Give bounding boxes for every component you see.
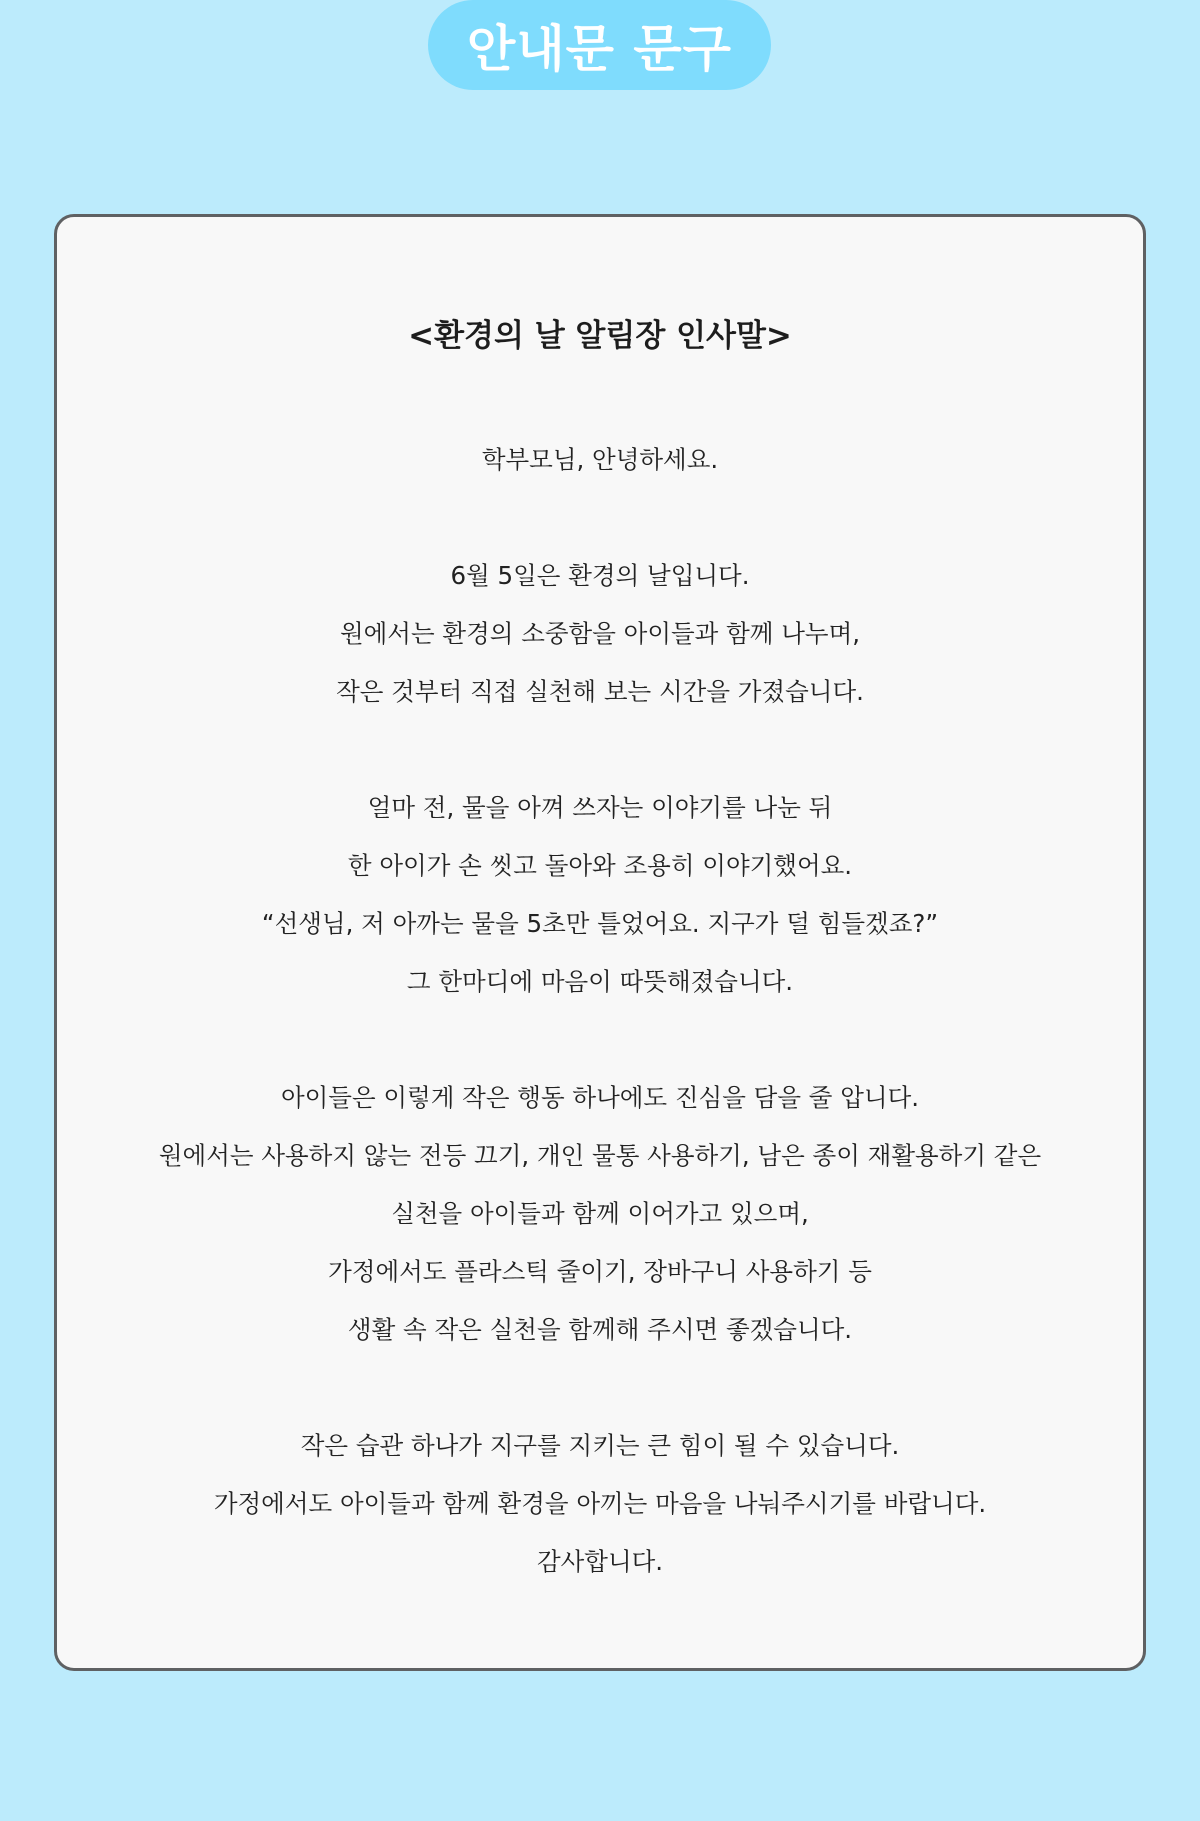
notice-title: <환경의 날 알림장 인사말> — [408, 318, 792, 354]
notice-line: 생활 속 작은 실천을 함께해 주시면 좋겠습니다. — [347, 1315, 853, 1344]
notice-paragraph-intro — [77, 547, 1123, 721]
notice-line: 작은 습관 하나가 지구를 지키는 큰 힘이 될 수 있습니다. — [300, 1431, 900, 1460]
notice-paragraph-practice — [77, 1069, 1123, 1359]
notice-card — [54, 214, 1146, 1671]
notice-line: 감사합니다. — [536, 1547, 664, 1576]
notice-line: “선생님, 저 아까는 물을 5초만 틀었어요. 지구가 덜 힘들겠죠?” — [261, 909, 939, 938]
notice-line: 원에서는 사용하지 않는 전등 끄기, 개인 물통 사용하기, 남은 종이 재활용하기 같은 — [158, 1141, 1042, 1170]
notice-line: 원에서는 환경의 소중함을 아이들과 함께 나누며, — [339, 619, 861, 648]
notice-line: 학부모님, 안녕하세요. — [481, 445, 719, 474]
notice-line: 얼마 전, 물을 아껴 쓰자는 이야기를 나눈 뒤 — [367, 793, 833, 822]
notice-line: 작은 것부터 직접 실천해 보는 시간을 가졌습니다. — [336, 677, 864, 706]
notice-line: 가정에서도 플라스틱 줄이기, 장바구니 사용하기 등 — [328, 1257, 872, 1286]
notice-line: 가정에서도 아이들과 함께 환경을 아끼는 마음을 나눠주시기를 바랍니다. — [213, 1489, 987, 1518]
notice-line: 6월 5일은 환경의 날입니다. — [450, 561, 750, 590]
notice-paragraph-story — [77, 779, 1123, 1011]
notice-line: 그 한마디에 마음이 따뜻해졌습니다. — [406, 967, 794, 996]
notice-line: 실천을 아이들과 함께 이어가고 있으며, — [391, 1199, 809, 1228]
header-badge-label: 안내문 문구 — [467, 20, 732, 78]
notice-body — [77, 431, 1123, 1649]
notice-line: 아이들은 이렇게 작은 행동 하나에도 진심을 담을 줄 압니다. — [280, 1083, 920, 1112]
header-badge — [428, 0, 771, 90]
notice-paragraph-greeting — [77, 431, 1123, 489]
notice-line: 한 아이가 손 씻고 돌아와 조용히 이야기했어요. — [347, 851, 853, 880]
notice-paragraph-closing — [77, 1417, 1123, 1591]
